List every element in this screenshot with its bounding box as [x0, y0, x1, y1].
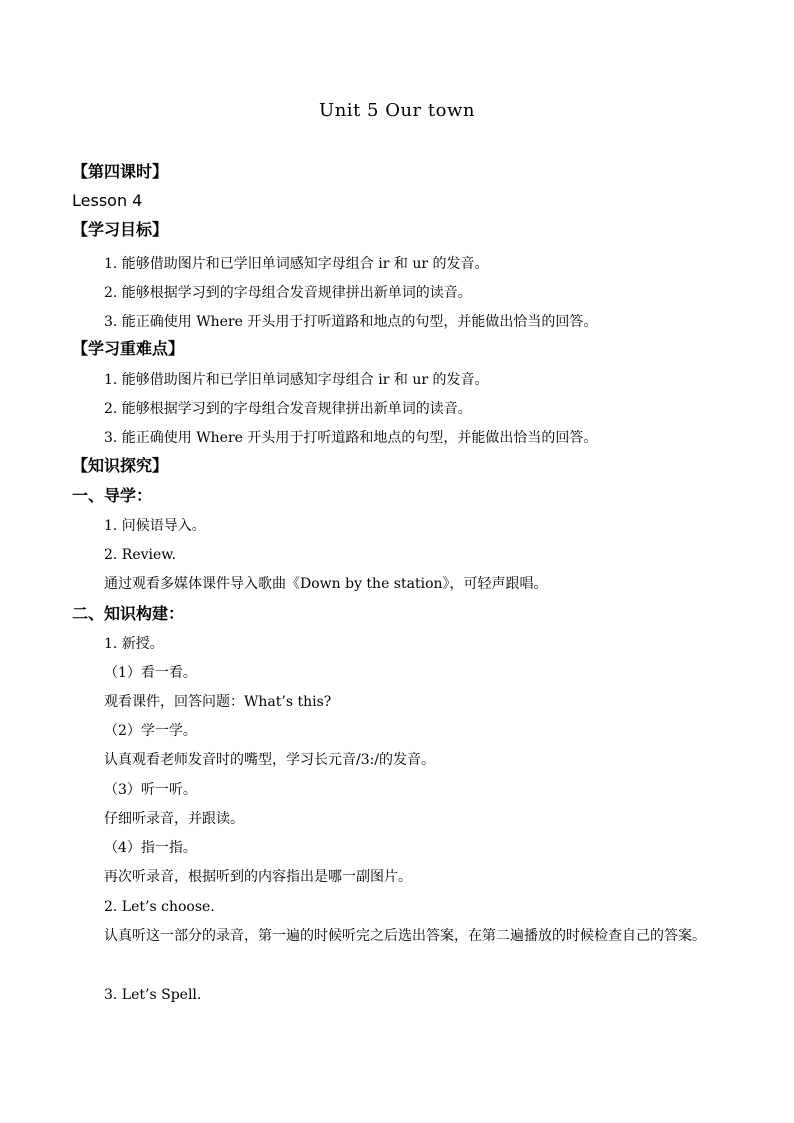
- objective-item: 3. 能正确使用 Where 开头用于打听道路和地点的句型，并能做出恰当的回答。: [104, 314, 598, 330]
- objective-item: 1. 能够借助图片和已学旧单词感知字母组合 ir 和 ur 的发音。: [104, 256, 489, 272]
- construction-item: 2. Let’s choose.: [104, 899, 215, 915]
- construction-subitem: （3）听一听。: [104, 782, 197, 798]
- construction-item: 1. 新授。: [104, 636, 164, 652]
- construction-subitem: （4）指一指。: [104, 840, 197, 856]
- construction-item: 3. Let’s Spell.: [104, 987, 202, 1003]
- guide-paragraph: 通过观看多媒体课件导入歌曲《Down by the station》，可轻声跟唱。: [104, 576, 548, 592]
- guide-item: 2. Review.: [104, 547, 177, 563]
- key-point-item: 3. 能正确使用 Where 开头用于打听道路和地点的句型，并能做出恰当的回答。: [104, 430, 598, 446]
- construction-heading: 二、知识构建：: [72, 604, 185, 623]
- construction-paragraph: 认真观看老师发音时的嘴型，学习长元音/3:/的发音。: [104, 752, 436, 768]
- key-point-item: 1. 能够借助图片和已学旧单词感知字母组合 ir 和 ur 的发音。: [104, 372, 489, 388]
- guide-heading: 一、导学：: [72, 486, 153, 505]
- key-point-item: 2. 能够根据学习到的字母组合发音规律拼出新单词的读音。: [104, 401, 472, 417]
- construction-paragraph: 认真听这一部分的录音，第一遍的时候听完之后选出答案，在第二遍播放的时候检查自己的答案。: [104, 928, 706, 944]
- guide-item: 1. 问候语导入。: [104, 518, 206, 534]
- construction-paragraph: 仔细听录音，并跟读。: [104, 811, 244, 827]
- lesson-period-heading: 【第四课时】: [72, 162, 169, 181]
- exploration-heading: 【知识探究】: [72, 456, 169, 475]
- document-title: Unit 5 Our town: [319, 100, 475, 121]
- construction-subitem: （2）学一学。: [104, 723, 197, 739]
- key-points-heading: 【学习重难点】: [72, 339, 185, 358]
- lesson-name: Lesson 4: [72, 191, 143, 210]
- objective-item: 2. 能够根据学习到的字母组合发音规律拼出新单词的读音。: [104, 285, 472, 301]
- objectives-heading: 【学习目标】: [72, 220, 169, 239]
- construction-subitem: （1）看一看。: [104, 665, 197, 681]
- construction-paragraph: 再次听录音，根据听到的内容指出是哪一副图片。: [104, 869, 412, 885]
- construction-paragraph: 观看课件，回答问题：What’s this?: [104, 694, 332, 710]
